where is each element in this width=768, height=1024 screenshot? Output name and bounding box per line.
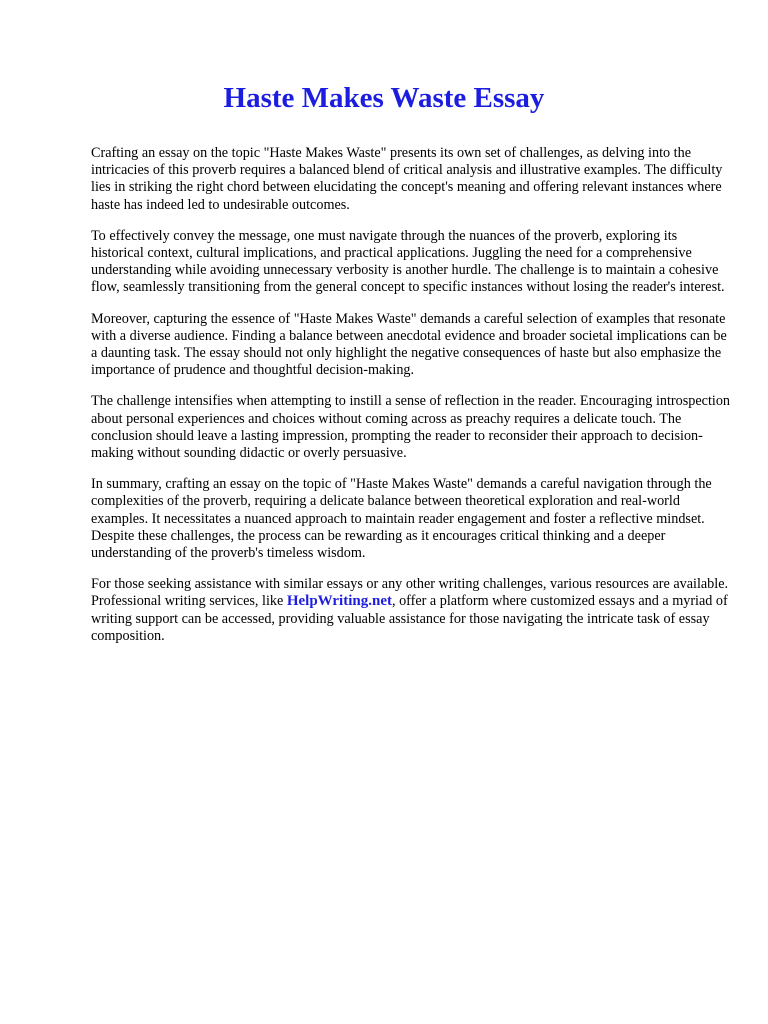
paragraph-4: The challenge intensifies when attempting to instill a sense of reflection in the reader. Encouraging introspection about personal experiences and choices without coming across as preachy requires a delicate touch. The conclusion should leave a lasting impression, prompting the reader to reconsider their approach to decision-making without sounding didactic or overly persuasive. — [91, 393, 731, 462]
paragraph-6-before-link: For those seeking assistance with similar essays or any other writing challenges, various resources are available. Professional writing services, like — [91, 576, 729, 610]
paragraph-1: Crafting an essay on the topic "Haste Makes Waste" presents its own set of challenges, as delving into the intricacies of this proverb requires a balanced blend of critical analysis and illustrative examples. The difficulty lies in striking the right chord between elucidating the concept's meaning and offering relevant instances where haste has indeed led to undesirable outcomes. — [91, 145, 723, 213]
helpwriting-link[interactable]: HelpWriting.net — [286, 593, 392, 610]
page-title: Haste Makes Waste Essay — [223, 82, 545, 114]
paragraph-5: In summary, crafting an essay on the topic of "Haste Makes Waste" demands a careful navigation through the complexities of the proverb, requiring a delicate balance between theoretical exploration and real-world examples. It necessitates a nuanced approach to maintain reader engagement and foster a reflective mindset. Despite these challenges, the process can be rewarding as it encourages critical thinking and a deeper understanding of the proverb's timeless wisdom. — [91, 476, 712, 562]
essay-body — [91, 145, 731, 659]
paragraph-3: Moreover, capturing the essence of "Haste Makes Waste" demands a careful selection of examples that resonate with a diverse audience. Finding a balance between anecdotal evidence and broader societal implications can be a daunting task. The essay should not only highlight the negative consequences of haste but also emphasize the importance of prudence and thoughtful decision-making. — [91, 310, 727, 379]
paragraph-6-after-link: , offer a platform where customized essays and a myriad of writing support can be accessed, providing valuable assistance for those navigating the intricate task of essay composition. — [91, 593, 728, 644]
paragraph-6 — [91, 576, 731, 645]
paragraph-2: To effectively convey the message, one must navigate through the nuances of the proverb, exploring its historical context, cultural implications, and practical applications. Juggling the need for a comprehensive understanding while avoiding unnecessary verbosity is another hurdle. The challenge is to maintain a cohesive flow, seamlessly transitioning from the general concept to specific instances without losing the reader's interest. — [91, 227, 725, 296]
